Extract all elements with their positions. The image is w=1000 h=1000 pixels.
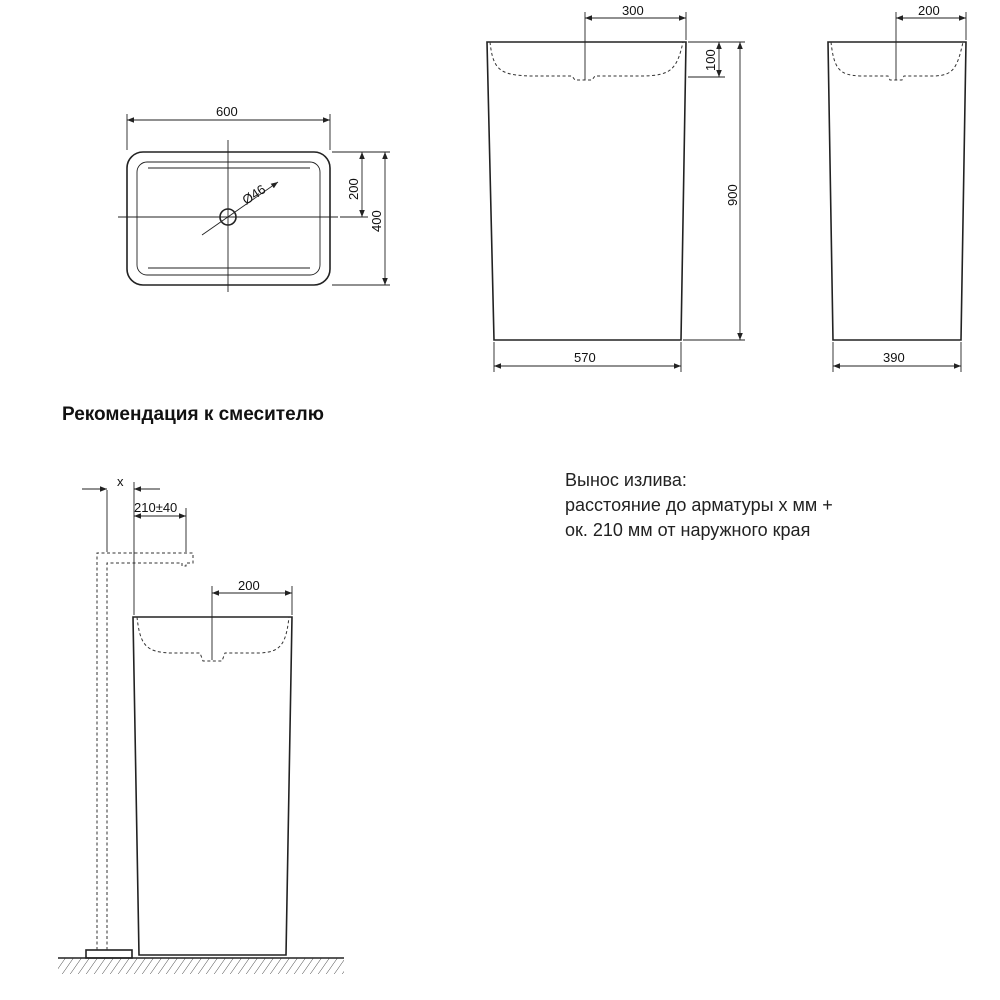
front-view <box>487 3 745 372</box>
drain-diameter-label: Ø46 <box>239 181 269 208</box>
side-view-outline <box>828 42 966 340</box>
top-view-inner-rim <box>137 162 320 275</box>
front-view-bowl <box>490 42 683 80</box>
mixer-view-basin-bowl <box>137 617 289 661</box>
top-view <box>118 104 390 292</box>
front-view-outline <box>487 42 686 340</box>
mixer-view <box>58 474 344 974</box>
mixer-body <box>97 553 193 950</box>
mixer-x-label: x <box>117 474 124 489</box>
spout-reach-note <box>565 468 833 543</box>
front-spout-offset-label: 300 <box>622 3 644 18</box>
front-bowl-depth-label: 100 <box>703 49 718 71</box>
mixer-base <box>86 950 132 958</box>
note-line-3: ок. 210 мм от наружного края <box>565 520 811 540</box>
side-view <box>828 3 966 372</box>
front-base-width-label: 570 <box>574 350 596 365</box>
front-height-label: 900 <box>725 184 740 206</box>
mixer-offset-label: 200 <box>238 578 260 593</box>
top-inner-depth-label: 200 <box>346 178 361 200</box>
side-base-width-label: 390 <box>883 350 905 365</box>
side-view-bowl <box>831 42 963 80</box>
drain-leader <box>202 182 278 235</box>
note-line-2: расстояние до арматуры х мм + <box>565 495 833 515</box>
note-line-1: Вынос излива: <box>565 470 687 490</box>
top-width-label: 600 <box>216 104 238 119</box>
top-depth-label: 400 <box>369 210 384 232</box>
floor-hatch <box>58 958 344 974</box>
mixer-reach-label: 210±40 <box>134 500 178 515</box>
side-spout-offset-label: 200 <box>918 3 940 18</box>
mixer-view-basin-outline <box>133 617 292 955</box>
mixer-recommendation-heading: Рекомендация к смесителю <box>62 404 324 425</box>
top-view-outer-rim <box>127 152 330 285</box>
